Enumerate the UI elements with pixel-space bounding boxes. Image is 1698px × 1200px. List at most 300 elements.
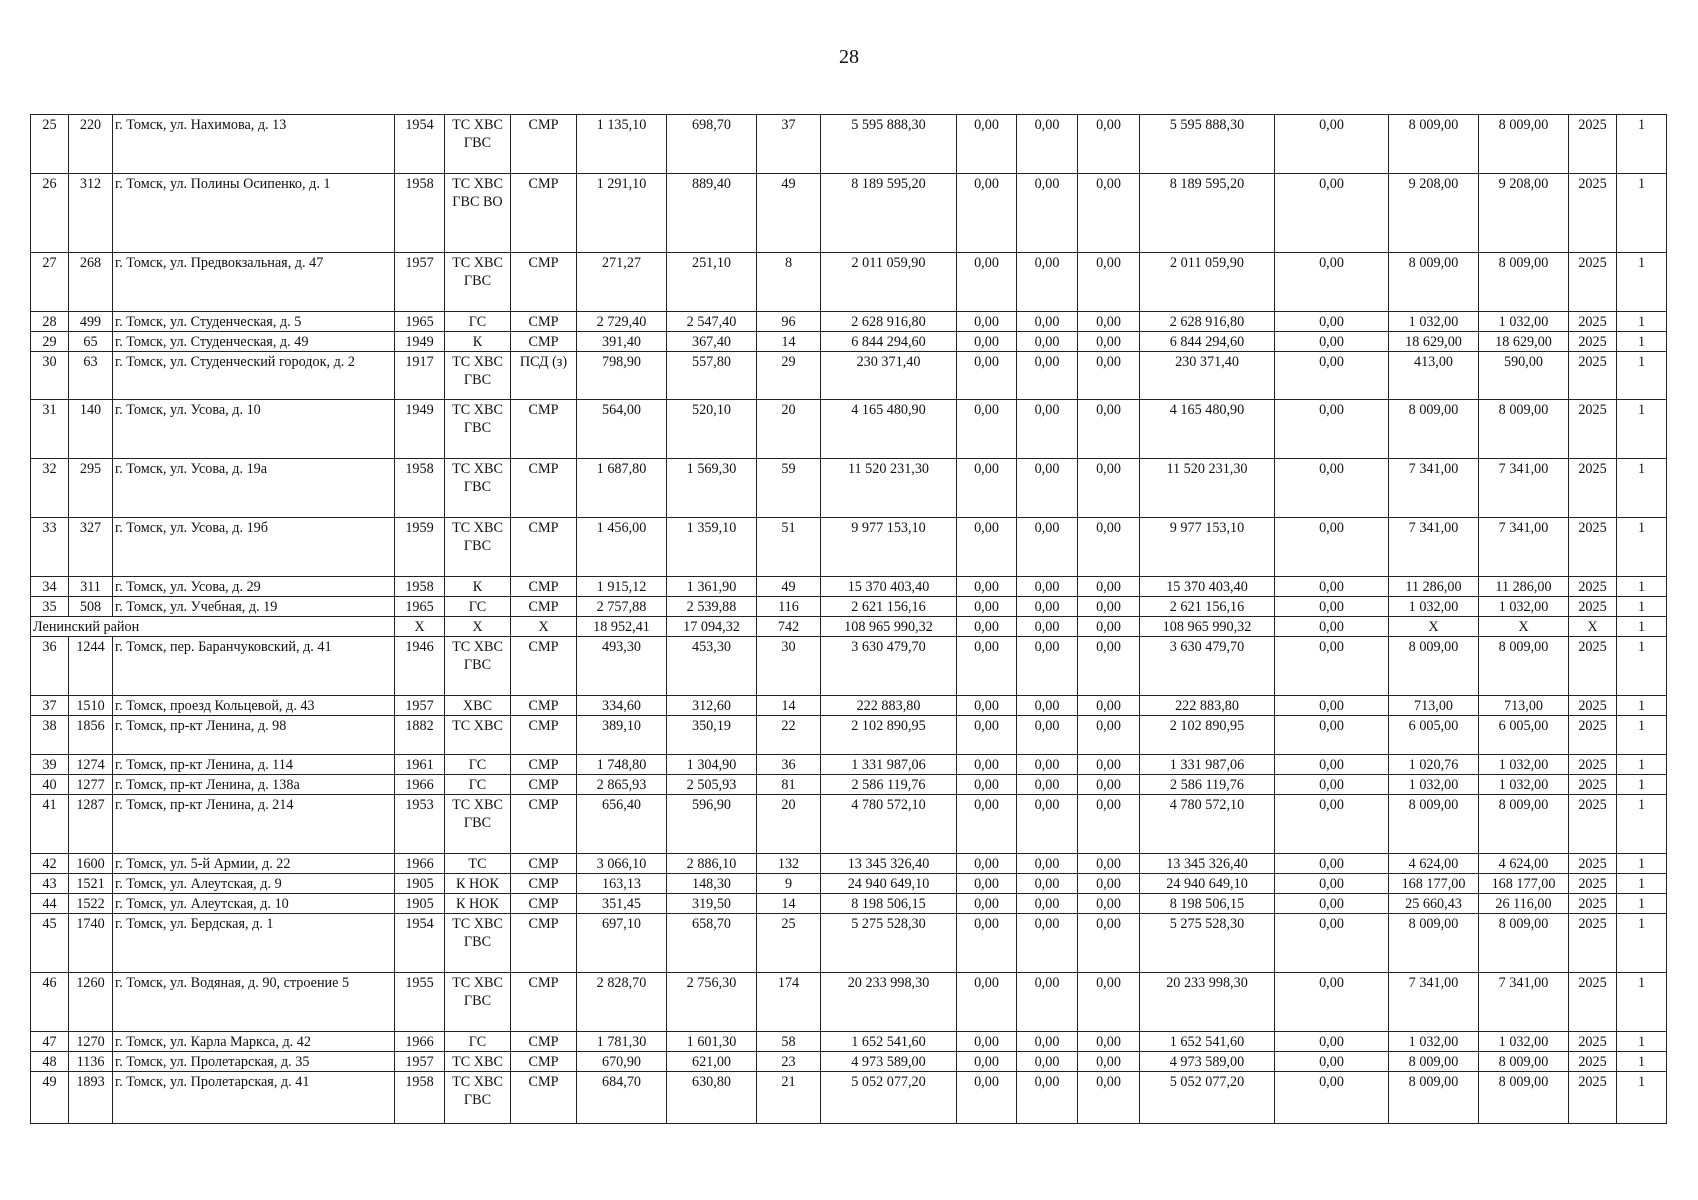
table-row — [31, 775, 1667, 795]
table-row — [31, 854, 1667, 874]
residents-cell: 742 — [757, 617, 821, 637]
fund-owners-cell: 0,00 — [1275, 312, 1389, 332]
total-area-cell: 493,30 — [577, 637, 667, 696]
unit-cost-limit-cell: 11 286,00 — [1479, 577, 1569, 597]
total-cost-cell: 2 628 916,80 — [1140, 312, 1275, 332]
total-cost-cell: 24 940 649,10 — [1140, 874, 1275, 894]
fund-regional-cell: 0,00 — [1017, 914, 1078, 973]
quarter-cell: 1 — [1617, 332, 1667, 352]
unit-cost-cell: 1 032,00 — [1389, 775, 1479, 795]
quarter-cell: 1 — [1617, 617, 1667, 637]
systems-cell: ГС — [445, 1032, 511, 1052]
fund-regional-cell: 0,00 — [1017, 518, 1078, 577]
total-cost-cell: 20 233 998,30 — [1140, 973, 1275, 1032]
living-area-cell: 17 094,32 — [667, 617, 757, 637]
address-cell: г. Томск, ул. Студенческий городок, д. 2 — [113, 352, 395, 400]
table-row — [31, 332, 1667, 352]
residents-cell: 9 — [757, 874, 821, 894]
total-area-cell: 1 915,12 — [577, 577, 667, 597]
unit-cost-limit-cell: 168 177,00 — [1479, 874, 1569, 894]
unit-cost-limit-cell: 1 032,00 — [1479, 597, 1569, 617]
plan-year-cell: 2025 — [1569, 332, 1617, 352]
row-number-cell: 48 — [31, 1052, 69, 1072]
total-cost-cell: 6 844 294,60 — [1140, 332, 1275, 352]
quarter-cell: 1 — [1617, 400, 1667, 459]
unit-cost-cell: 1 032,00 — [1389, 1032, 1479, 1052]
unit-cost-cell: 6 005,00 — [1389, 716, 1479, 755]
work-type-cell: СМР — [511, 518, 577, 577]
fund-federal-cell: 0,00 — [957, 617, 1017, 637]
build-year-cell: 1958 — [395, 174, 445, 253]
systems-cell: ТС ХВС ГВС — [445, 1072, 511, 1124]
unit-cost-limit-cell: 7 341,00 — [1479, 518, 1569, 577]
address-cell: г. Томск, ул. Карла Маркса, д. 42 — [113, 1032, 395, 1052]
fund-owners-cell: 0,00 — [1275, 755, 1389, 775]
table-row — [31, 352, 1667, 400]
fund-federal-cell: 0,00 — [957, 459, 1017, 518]
house-id-cell: 499 — [69, 312, 113, 332]
fund-regional-cell: 0,00 — [1017, 617, 1078, 637]
plan-year-cell: 2025 — [1569, 914, 1617, 973]
work-type-cell: СМР — [511, 716, 577, 755]
living-area-cell: 367,40 — [667, 332, 757, 352]
quarter-cell: 1 — [1617, 518, 1667, 577]
house-id-cell: 327 — [69, 518, 113, 577]
unit-cost-cell: 8 009,00 — [1389, 914, 1479, 973]
total-area-cell: 656,40 — [577, 795, 667, 854]
quarter-cell: 1 — [1617, 914, 1667, 973]
plan-year-cell: 2025 — [1569, 400, 1617, 459]
fund-owners-cell: 0,00 — [1275, 617, 1389, 637]
row-number-cell: 42 — [31, 854, 69, 874]
cost-cell: 8 198 506,15 — [821, 894, 957, 914]
quarter-cell: 1 — [1617, 1052, 1667, 1072]
fund-regional-cell: 0,00 — [1017, 312, 1078, 332]
total-cost-cell: 4 780 572,10 — [1140, 795, 1275, 854]
fund-federal-cell: 0,00 — [957, 332, 1017, 352]
living-area-cell: 2 756,30 — [667, 973, 757, 1032]
systems-cell: ТС ХВС ГВС — [445, 795, 511, 854]
residents-cell: 37 — [757, 115, 821, 174]
work-type-cell: СМР — [511, 914, 577, 973]
unit-cost-limit-cell: 8 009,00 — [1479, 1072, 1569, 1124]
plan-year-cell: 2025 — [1569, 854, 1617, 874]
total-cost-cell: 8 198 506,15 — [1140, 894, 1275, 914]
table-row — [31, 253, 1667, 312]
systems-cell: ХВС — [445, 696, 511, 716]
unit-cost-cell: 168 177,00 — [1389, 874, 1479, 894]
total-cost-cell: 2 102 890,95 — [1140, 716, 1275, 755]
table-row — [31, 1032, 1667, 1052]
fund-federal-cell: 0,00 — [957, 716, 1017, 755]
fund-local-cell: 0,00 — [1078, 1072, 1140, 1124]
quarter-cell: 1 — [1617, 1072, 1667, 1124]
table-row — [31, 518, 1667, 577]
house-id-cell: 1274 — [69, 755, 113, 775]
total-cost-cell: 4 165 480,90 — [1140, 400, 1275, 459]
fund-local-cell: 0,00 — [1078, 755, 1140, 775]
fund-local-cell: 0,00 — [1078, 115, 1140, 174]
build-year-cell: 1957 — [395, 1052, 445, 1072]
fund-owners-cell: 0,00 — [1275, 577, 1389, 597]
total-cost-cell: 5 052 077,20 — [1140, 1072, 1275, 1124]
build-year-cell: 1917 — [395, 352, 445, 400]
total-cost-cell: 4 973 589,00 — [1140, 1052, 1275, 1072]
fund-owners-cell: 0,00 — [1275, 174, 1389, 253]
fund-regional-cell: 0,00 — [1017, 973, 1078, 1032]
fund-federal-cell: 0,00 — [957, 1032, 1017, 1052]
fund-regional-cell: 0,00 — [1017, 115, 1078, 174]
systems-cell: ТС ХВС ГВС — [445, 637, 511, 696]
cost-cell: 15 370 403,40 — [821, 577, 957, 597]
quarter-cell: 1 — [1617, 174, 1667, 253]
house-id-cell: 1136 — [69, 1052, 113, 1072]
fund-federal-cell: 0,00 — [957, 253, 1017, 312]
unit-cost-limit-cell: 8 009,00 — [1479, 1052, 1569, 1072]
row-number-cell: 47 — [31, 1032, 69, 1052]
fund-regional-cell: 0,00 — [1017, 637, 1078, 696]
plan-year-cell: X — [1569, 617, 1617, 637]
row-number-cell: 33 — [31, 518, 69, 577]
plan-year-cell: 2025 — [1569, 115, 1617, 174]
row-number-cell: 49 — [31, 1072, 69, 1124]
cost-cell: 11 520 231,30 — [821, 459, 957, 518]
total-cost-cell: 9 977 153,10 — [1140, 518, 1275, 577]
fund-federal-cell: 0,00 — [957, 400, 1017, 459]
work-type-cell: СМР — [511, 696, 577, 716]
unit-cost-cell: 713,00 — [1389, 696, 1479, 716]
work-type-cell: СМР — [511, 755, 577, 775]
fund-owners-cell: 0,00 — [1275, 795, 1389, 854]
residents-cell: 21 — [757, 1072, 821, 1124]
address-cell: г. Томск, ул. Усова, д. 29 — [113, 577, 395, 597]
address-cell: г. Томск, ул. 5-й Армии, д. 22 — [113, 854, 395, 874]
row-number-cell: 30 — [31, 352, 69, 400]
living-area-cell: 2 547,40 — [667, 312, 757, 332]
systems-cell: ТС ХВС ГВС — [445, 352, 511, 400]
total-area-cell: 1 781,30 — [577, 1032, 667, 1052]
total-cost-cell: 15 370 403,40 — [1140, 577, 1275, 597]
cost-cell: 5 052 077,20 — [821, 1072, 957, 1124]
row-number-cell: 38 — [31, 716, 69, 755]
fund-owners-cell: 0,00 — [1275, 1072, 1389, 1124]
fund-owners-cell: 0,00 — [1275, 894, 1389, 914]
plan-year-cell: 2025 — [1569, 312, 1617, 332]
cost-cell: 5 595 888,30 — [821, 115, 957, 174]
living-area-cell: 251,10 — [667, 253, 757, 312]
unit-cost-limit-cell: 1 032,00 — [1479, 755, 1569, 775]
address-cell: г. Томск, ул. Пролетарская, д. 35 — [113, 1052, 395, 1072]
residents-cell: 20 — [757, 795, 821, 854]
fund-local-cell: 0,00 — [1078, 312, 1140, 332]
work-type-cell: СМР — [511, 577, 577, 597]
build-year-cell: X — [395, 617, 445, 637]
fund-local-cell: 0,00 — [1078, 1052, 1140, 1072]
systems-cell: ТС ХВС ГВС ВО — [445, 174, 511, 253]
table-row — [31, 894, 1667, 914]
table-row — [31, 696, 1667, 716]
fund-local-cell: 0,00 — [1078, 597, 1140, 617]
plan-year-cell: 2025 — [1569, 775, 1617, 795]
fund-regional-cell: 0,00 — [1017, 795, 1078, 854]
fund-owners-cell: 0,00 — [1275, 459, 1389, 518]
build-year-cell: 1966 — [395, 854, 445, 874]
unit-cost-limit-cell: 8 009,00 — [1479, 115, 1569, 174]
living-area-cell: 1 359,10 — [667, 518, 757, 577]
living-area-cell: 148,30 — [667, 874, 757, 894]
residents-cell: 29 — [757, 352, 821, 400]
unit-cost-limit-cell: 7 341,00 — [1479, 459, 1569, 518]
address-cell: г. Томск, пр-кт Ленина, д. 114 — [113, 755, 395, 775]
cost-cell: 2 586 119,76 — [821, 775, 957, 795]
systems-cell: ГС — [445, 775, 511, 795]
cost-cell: 1 652 541,60 — [821, 1032, 957, 1052]
plan-year-cell: 2025 — [1569, 637, 1617, 696]
row-number-cell: 37 — [31, 696, 69, 716]
systems-cell: ГС — [445, 597, 511, 617]
unit-cost-limit-cell: 18 629,00 — [1479, 332, 1569, 352]
total-area-cell: 2 865,93 — [577, 775, 667, 795]
cost-cell: 6 844 294,60 — [821, 332, 957, 352]
address-cell: г. Томск, пр-кт Ленина, д. 138а — [113, 775, 395, 795]
fund-regional-cell: 0,00 — [1017, 1072, 1078, 1124]
unit-cost-limit-cell: 8 009,00 — [1479, 253, 1569, 312]
fund-local-cell: 0,00 — [1078, 914, 1140, 973]
cost-cell: 24 940 649,10 — [821, 874, 957, 894]
total-cost-cell: 230 371,40 — [1140, 352, 1275, 400]
build-year-cell: 1965 — [395, 597, 445, 617]
row-number-cell: 46 — [31, 973, 69, 1032]
cost-cell: 2 628 916,80 — [821, 312, 957, 332]
unit-cost-cell: 9 208,00 — [1389, 174, 1479, 253]
unit-cost-limit-cell: 8 009,00 — [1479, 400, 1569, 459]
fund-local-cell: 0,00 — [1078, 973, 1140, 1032]
fund-owners-cell: 0,00 — [1275, 637, 1389, 696]
systems-cell: X — [445, 617, 511, 637]
build-year-cell: 1905 — [395, 894, 445, 914]
total-area-cell: 670,90 — [577, 1052, 667, 1072]
table-row — [31, 577, 1667, 597]
unit-cost-limit-cell: X — [1479, 617, 1569, 637]
work-type-cell: X — [511, 617, 577, 637]
program-table — [30, 114, 1667, 1124]
address-cell: г. Томск, ул. Полины Осипенко, д. 1 — [113, 174, 395, 253]
table-row — [31, 637, 1667, 696]
cost-cell: 222 883,80 — [821, 696, 957, 716]
living-area-cell: 319,50 — [667, 894, 757, 914]
fund-regional-cell: 0,00 — [1017, 1052, 1078, 1072]
total-area-cell: 564,00 — [577, 400, 667, 459]
fund-federal-cell: 0,00 — [957, 597, 1017, 617]
fund-federal-cell: 0,00 — [957, 696, 1017, 716]
work-type-cell: СМР — [511, 174, 577, 253]
unit-cost-cell: 18 629,00 — [1389, 332, 1479, 352]
fund-regional-cell: 0,00 — [1017, 696, 1078, 716]
house-id-cell: 295 — [69, 459, 113, 518]
unit-cost-limit-cell: 7 341,00 — [1479, 973, 1569, 1032]
fund-regional-cell: 0,00 — [1017, 459, 1078, 518]
row-number-cell: 44 — [31, 894, 69, 914]
work-type-cell: СМР — [511, 1072, 577, 1124]
unit-cost-cell: 1 032,00 — [1389, 312, 1479, 332]
unit-cost-limit-cell: 8 009,00 — [1479, 914, 1569, 973]
quarter-cell: 1 — [1617, 312, 1667, 332]
work-type-cell: СМР — [511, 1052, 577, 1072]
fund-local-cell: 0,00 — [1078, 352, 1140, 400]
residents-cell: 30 — [757, 637, 821, 696]
total-area-cell: 1 456,00 — [577, 518, 667, 577]
total-area-cell: 18 952,41 — [577, 617, 667, 637]
fund-local-cell: 0,00 — [1078, 894, 1140, 914]
living-area-cell: 596,90 — [667, 795, 757, 854]
build-year-cell: 1954 — [395, 914, 445, 973]
table-row — [31, 400, 1667, 459]
build-year-cell: 1961 — [395, 755, 445, 775]
fund-local-cell: 0,00 — [1078, 174, 1140, 253]
residents-cell: 51 — [757, 518, 821, 577]
unit-cost-cell: 7 341,00 — [1389, 518, 1479, 577]
table-row — [31, 597, 1667, 617]
fund-federal-cell: 0,00 — [957, 874, 1017, 894]
table-row — [31, 115, 1667, 174]
total-area-cell: 1 291,10 — [577, 174, 667, 253]
systems-cell: К НОК — [445, 894, 511, 914]
fund-regional-cell: 0,00 — [1017, 597, 1078, 617]
fund-federal-cell: 0,00 — [957, 795, 1017, 854]
table-row — [31, 973, 1667, 1032]
plan-year-cell: 2025 — [1569, 352, 1617, 400]
cost-cell: 2 621 156,16 — [821, 597, 957, 617]
build-year-cell: 1955 — [395, 973, 445, 1032]
unit-cost-cell: 1 032,00 — [1389, 597, 1479, 617]
total-area-cell: 1 135,10 — [577, 115, 667, 174]
fund-federal-cell: 0,00 — [957, 775, 1017, 795]
unit-cost-limit-cell: 26 116,00 — [1479, 894, 1569, 914]
cost-cell: 108 965 990,32 — [821, 617, 957, 637]
fund-regional-cell: 0,00 — [1017, 755, 1078, 775]
systems-cell: К НОК — [445, 874, 511, 894]
fund-owners-cell: 0,00 — [1275, 874, 1389, 894]
house-id-cell: 1521 — [69, 874, 113, 894]
address-cell: г. Томск, ул. Студенческая, д. 49 — [113, 332, 395, 352]
fund-local-cell: 0,00 — [1078, 518, 1140, 577]
fund-local-cell: 0,00 — [1078, 400, 1140, 459]
fund-regional-cell: 0,00 — [1017, 332, 1078, 352]
address-cell: г. Томск, проезд Кольцевой, д. 43 — [113, 696, 395, 716]
fund-owners-cell: 0,00 — [1275, 115, 1389, 174]
house-id-cell: 1522 — [69, 894, 113, 914]
living-area-cell: 453,30 — [667, 637, 757, 696]
address-cell: г. Томск, ул. Студенческая, д. 5 — [113, 312, 395, 332]
unit-cost-cell: 8 009,00 — [1389, 253, 1479, 312]
house-id-cell: 1510 — [69, 696, 113, 716]
row-number-cell: 36 — [31, 637, 69, 696]
unit-cost-cell: 8 009,00 — [1389, 1052, 1479, 1072]
quarter-cell: 1 — [1617, 597, 1667, 617]
cost-cell: 8 189 595,20 — [821, 174, 957, 253]
fund-owners-cell: 0,00 — [1275, 973, 1389, 1032]
house-id-cell: 1260 — [69, 973, 113, 1032]
house-id-cell: 1740 — [69, 914, 113, 973]
plan-year-cell: 2025 — [1569, 518, 1617, 577]
residents-cell: 116 — [757, 597, 821, 617]
work-type-cell: СМР — [511, 597, 577, 617]
fund-local-cell: 0,00 — [1078, 637, 1140, 696]
work-type-cell: СМР — [511, 253, 577, 312]
fund-regional-cell: 0,00 — [1017, 400, 1078, 459]
build-year-cell: 1905 — [395, 874, 445, 894]
fund-owners-cell: 0,00 — [1275, 253, 1389, 312]
living-area-cell: 1 601,30 — [667, 1032, 757, 1052]
unit-cost-cell: 8 009,00 — [1389, 400, 1479, 459]
fund-federal-cell: 0,00 — [957, 755, 1017, 775]
cost-cell: 3 630 479,70 — [821, 637, 957, 696]
row-number-cell: 41 — [31, 795, 69, 854]
residents-cell: 14 — [757, 696, 821, 716]
fund-local-cell: 0,00 — [1078, 775, 1140, 795]
fund-regional-cell: 0,00 — [1017, 352, 1078, 400]
cost-cell: 20 233 998,30 — [821, 973, 957, 1032]
quarter-cell: 1 — [1617, 115, 1667, 174]
work-type-cell: СМР — [511, 1032, 577, 1052]
address-cell: г. Томск, ул. Усова, д. 19а — [113, 459, 395, 518]
house-id-cell: 312 — [69, 174, 113, 253]
total-area-cell: 798,90 — [577, 352, 667, 400]
living-area-cell: 2 539,88 — [667, 597, 757, 617]
plan-year-cell: 2025 — [1569, 253, 1617, 312]
living-area-cell: 698,70 — [667, 115, 757, 174]
row-number-cell: 32 — [31, 459, 69, 518]
total-area-cell: 2 757,88 — [577, 597, 667, 617]
fund-federal-cell: 0,00 — [957, 352, 1017, 400]
work-type-cell: СМР — [511, 312, 577, 332]
plan-year-cell: 2025 — [1569, 973, 1617, 1032]
house-id-cell: 1270 — [69, 1032, 113, 1052]
quarter-cell: 1 — [1617, 795, 1667, 854]
unit-cost-cell: 7 341,00 — [1389, 973, 1479, 1032]
fund-local-cell: 0,00 — [1078, 854, 1140, 874]
total-cost-cell: 2 621 156,16 — [1140, 597, 1275, 617]
living-area-cell: 621,00 — [667, 1052, 757, 1072]
unit-cost-cell: 25 660,43 — [1389, 894, 1479, 914]
build-year-cell: 1957 — [395, 696, 445, 716]
fund-regional-cell: 0,00 — [1017, 854, 1078, 874]
fund-owners-cell: 0,00 — [1275, 716, 1389, 755]
unit-cost-cell: 8 009,00 — [1389, 115, 1479, 174]
district-subtotal-row — [31, 617, 1667, 637]
plan-year-cell: 2025 — [1569, 795, 1617, 854]
residents-cell: 36 — [757, 755, 821, 775]
unit-cost-cell: 1 020,76 — [1389, 755, 1479, 775]
build-year-cell: 1958 — [395, 577, 445, 597]
fund-owners-cell: 0,00 — [1275, 597, 1389, 617]
unit-cost-cell: 11 286,00 — [1389, 577, 1479, 597]
living-area-cell: 312,60 — [667, 696, 757, 716]
table-row — [31, 795, 1667, 854]
unit-cost-cell: 8 009,00 — [1389, 1072, 1479, 1124]
table-row — [31, 716, 1667, 755]
unit-cost-limit-cell: 4 624,00 — [1479, 854, 1569, 874]
total-area-cell: 334,60 — [577, 696, 667, 716]
row-number-cell: 28 — [31, 312, 69, 332]
residents-cell: 49 — [757, 577, 821, 597]
build-year-cell: 1946 — [395, 637, 445, 696]
address-cell: г. Томск, ул. Усова, д. 10 — [113, 400, 395, 459]
cost-cell: 4 780 572,10 — [821, 795, 957, 854]
residents-cell: 59 — [757, 459, 821, 518]
unit-cost-limit-cell: 713,00 — [1479, 696, 1569, 716]
house-id-cell: 1893 — [69, 1072, 113, 1124]
